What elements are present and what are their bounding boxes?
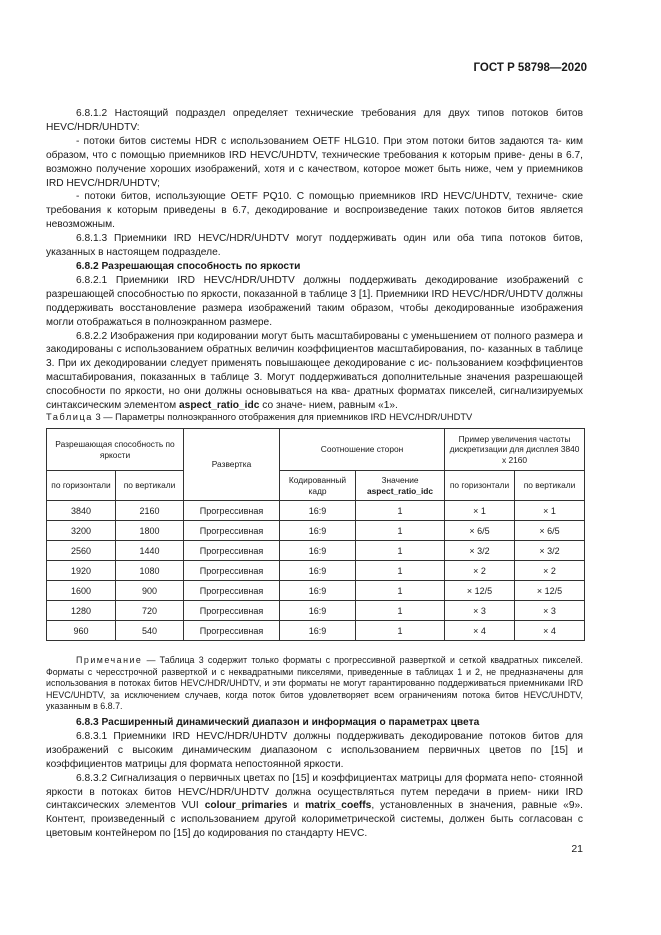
table-cell: 16:9 [280,521,356,541]
table-cell: 1280 [47,601,116,621]
header-upsampling-example: Пример увеличения частоты дискретизации для дисплея 3840 x 2160 [445,429,585,471]
table-cell: × 4 [445,621,515,641]
table-note [46,655,583,713]
section-6-8-3 [46,716,583,841]
table-cell: 16:9 [280,601,356,621]
note-paragraph [46,655,583,713]
header-resolution: Разрешающая способность по яркости [47,429,184,471]
table-cell: 16:9 [280,581,356,601]
caption-text: 3 — Параметры полноэкранного отображения для приемников IRD HEVC/HDR/UHDTV [92,412,473,422]
table-cell: 1920 [47,561,116,581]
table-cell: 720 [116,601,184,621]
header-vertical-2: по вертикали [515,471,585,501]
header-scan: Развертка [184,429,280,501]
paragraph-6-8-1-2: 6.8.1.2 Настоящий подраздел определяет технические требования для двух типов потоков битов HEVC/HDR/UHDTV: [46,108,583,133]
heading-6-8-2: 6.8.2 Разрешающая способность по яркости [76,260,301,272]
table-cell: × 6/5 [445,521,515,541]
header-coded-frame: Кодированный кадр [280,471,356,501]
table-cell: 1 [356,621,445,641]
note-label: Примечание [76,655,143,665]
syntax-element-aspect-ratio-idc: aspect_ratio_idc [178,400,260,412]
table-row [47,541,585,561]
header-horizontal: по горизонтали [47,471,116,501]
table-cell: × 3 [515,601,585,621]
table-cell: Прогрессивная [184,601,280,621]
table-cell: Прогрессивная [184,621,280,641]
table-cell: 1600 [47,581,116,601]
table-row [47,561,585,581]
table-cell: × 1 [515,501,585,521]
table-cell: 1 [356,521,445,541]
paragraph-6-8-2-1: 6.8.2.1 Приемники IRD HEVC/HDR/UHDTV должны поддерживать декодирование изображений с разрешающей способностью по яркости, показанной в таблице 3 [1]. Приемники IRD HEVC/HDR/UHDTV должны поддерживать восстановление размера изображений таким образом, чтобы декодированные изображения могли отображаться в полноэкранном размере. [46,274,583,328]
table-cell: 1 [356,601,445,621]
table-cell: 16:9 [280,541,356,561]
table-cell: 1080 [116,561,184,581]
table-cell: Прогрессивная [184,561,280,581]
table-row [47,621,585,641]
table-cell: × 2 [445,561,515,581]
table-row [47,501,585,521]
table-cell: Прогрессивная [184,541,280,561]
conjunction: и [293,800,300,812]
table-cell: 1 [356,561,445,581]
table-cell: 900 [116,581,184,601]
header-horizontal-2: по горизонтали [445,471,515,501]
header-aspect-ratio: Соотношение сторон [280,429,445,471]
caption-word: Таблица [46,412,93,422]
table-cell: × 4 [515,621,585,641]
table-cell: × 12/5 [515,581,585,601]
paragraph-text-end: , установленных в значения, равные «9». Контент, произведенный с использованием другой колориметрической системы, должен быть согласован с цветовым контейнером по [15] до кодирования по стандарту HEVC. [46,800,584,840]
header-vertical: по вертикали [116,471,184,501]
table-caption [46,412,472,422]
table-cell: × 6/5 [515,521,585,541]
table-cell: 3200 [47,521,116,541]
table-cell: × 12/5 [445,581,515,601]
table-cell: 1800 [116,521,184,541]
table-cell: 1 [356,581,445,601]
page-number: 21 [571,843,583,855]
heading-6-8-3: 6.8.3 Расширенный динамический диапазон и информация о параметрах цвета [76,717,480,728]
table-cell: Прогрессивная [184,521,280,541]
header-value [356,471,445,501]
table-cell: 16:9 [280,561,356,581]
table-row [47,601,585,621]
table-row [47,521,585,541]
table-cell: Прогрессивная [184,501,280,521]
paragraph-6-8-2-2 [46,330,583,413]
list-item-hlg10: - потоки битов системы HDR с использованием OETF HLG10. При этом потоки битов задаются та- ким образом, что с помощью приемников IRD HEVC/UHDTV, технические требования к которым приве- дены в 6.7, возможно получение хороших изображений, хотя и с качеством, которое может быть ниже, чем у приемников IRD HEVC/HDR/UHDTV; [46,135,583,189]
paragraph-text: 6.8.3.2 Сигнализация о первичных цветах по [15] и коэффициентах матрицы для формата непо- стоянной яркости в потоках битов HEVC/HDR/UHDTV должна осуществляться путем передачи в прием- ники IRD синтаксических элементов VUI [46,772,583,812]
resolution-table [46,428,585,641]
header-value-code: aspect_ratio_idc [366,485,434,496]
paragraph-text-end: со значе- нием, равным «1». [262,400,398,412]
syntax-element-matrix-coeffs: matrix_coeffs [305,800,372,812]
table-cell: 960 [47,621,116,641]
table-cell: 540 [116,621,184,641]
standard-header: ГОСТ Р 58798—2020 [473,62,587,74]
table-cell: × 3/2 [515,541,585,561]
table-cell: 16:9 [280,501,356,521]
table-cell: 2560 [47,541,116,561]
paragraph-6-8-3-1: 6.8.3.1 Приемники IRD HEVC/HDR/UHDTV должны поддерживать декодирование потоков битов для изображений с высоким динамическим диапазоном с использованием первичных цветов по [15] и коэффициентов матрицы для формата непостоянной яркости. [46,730,583,770]
header-value-label: Значение [381,475,419,485]
list-item-pq10: - потоки битов, использующие OETF PQ10. С помощью приемников IRD HEVC/UHDTV, техниче- ские требования к которым приведены в 6.7, декодирование и воспроизведение таких потоков битов является невозможным. [46,191,583,231]
note-text: — Таблица 3 содержит только форматы с прогрессивной разверткой и сеткой квадратных пикселей. Форматы с чересстрочной разверткой и с неквадратными пикселями, приведенные в таблицах 1 и 2, не предназначены для использования в потоках битов HEVC/HDR/UHDTV, и эти форматы не могут гарантированно поддерживаться приемниками IRD HEVC/UHDTV, за исключением случаев, когда поток битов удовлетворяет всем ограничениям потока битов HEVC/UHDTV, указанным в 6.8.7. [46,655,583,712]
table-cell: 1440 [116,541,184,561]
paragraph-text: 6.8.2.2 Изображения при кодировании могут быть масштабированы с уменьшением от полного размера и закодированы с использованием обратных величин коэффициентов масштабирования, по- казанных в таблице 3. При их декодировании следует применять повышающее декодирование с ис- пользованием коэффициентов масштабирования, показанных в таблице 3. Могут поддерживаться дополнительные значения разрешающей способности по яркости, но они должны основываться на ква- дратных форматах пикселей, сигнализируемых синтаксическим элементом [46,330,583,412]
paragraph-6-8-3-2 [46,772,583,842]
table-cell: 1 [356,541,445,561]
table-cell: Прогрессивная [184,581,280,601]
paragraph-6-8-1-3: 6.8.1.3 Приемники IRD HEVC/HDR/UHDTV могут поддерживать один или оба типа потоков битов, указанных в настоящем подразделе. [46,233,583,259]
syntax-element-colour-primaries: colour_primaries [204,800,288,812]
table-cell: 2160 [116,501,184,521]
table-cell: × 3/2 [445,541,515,561]
table-cell: × 3 [445,601,515,621]
table-cell: 3840 [47,501,116,521]
table-cell: 1 [356,501,445,521]
table-cell: × 2 [515,561,585,581]
table-cell: × 1 [445,501,515,521]
body-text [46,107,583,413]
table-row [47,581,585,601]
table-cell: 16:9 [280,621,356,641]
